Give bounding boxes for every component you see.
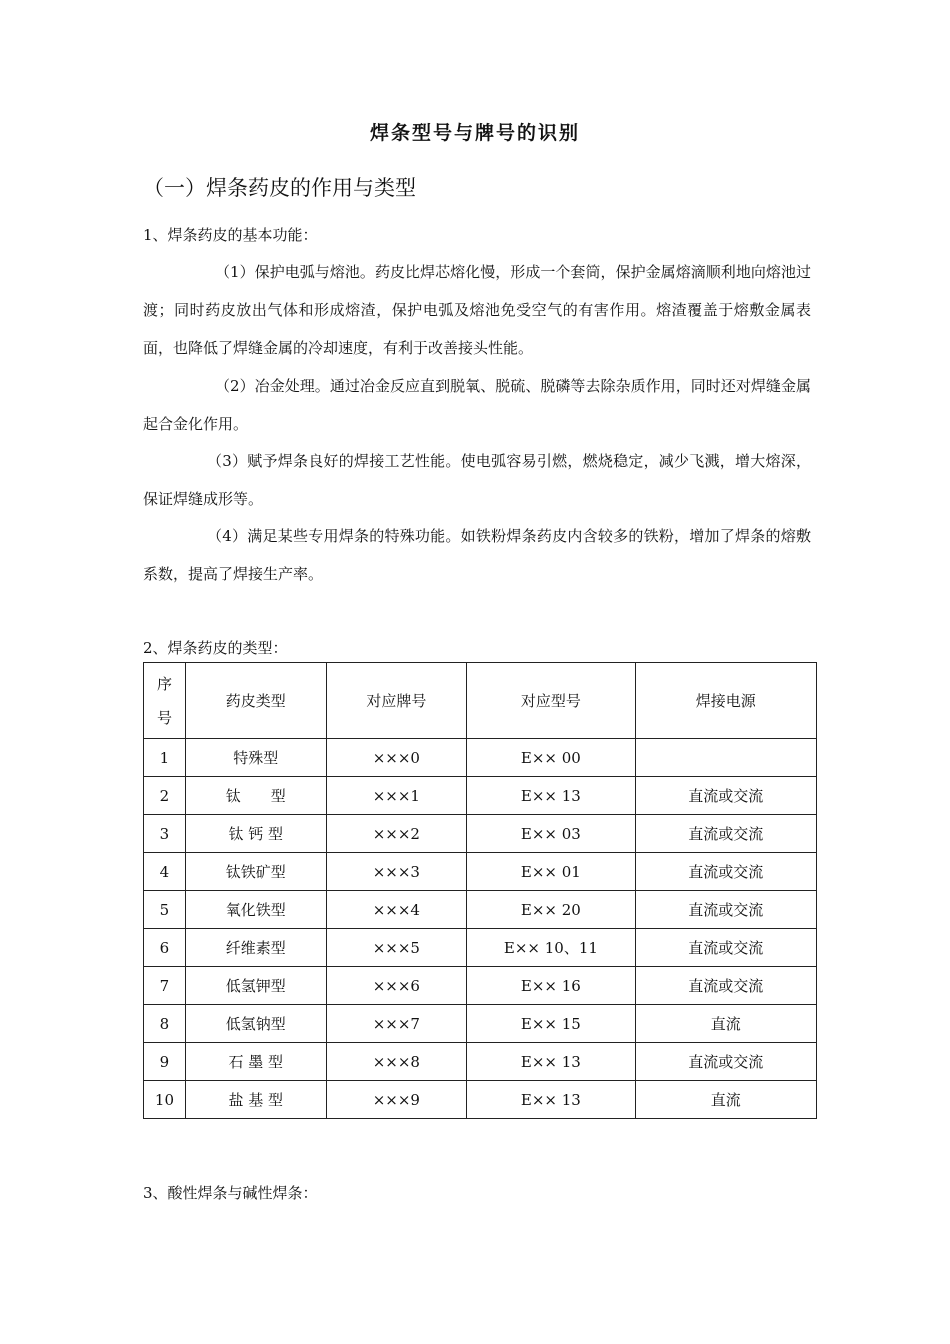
cell-power-source: 直流或交流 (635, 967, 816, 1005)
table-row (144, 815, 817, 853)
table-row (144, 1081, 817, 1119)
cell-model: E×× 01 (467, 853, 635, 891)
coating-types-table (143, 662, 817, 1119)
cell-index: 6 (144, 929, 186, 967)
cell-coating-type: 钛铁矿型 (185, 853, 326, 891)
cell-coating-type: 钛 型 (185, 777, 326, 815)
header-brand: 对应牌号 (326, 663, 467, 739)
cell-brand: ×××5 (326, 929, 467, 967)
table-row (144, 929, 817, 967)
cell-power-source: 直流 (635, 1081, 816, 1119)
cell-index: 1 (144, 739, 186, 777)
cell-coating-type: 特殊型 (185, 739, 326, 777)
cell-model: E×× 16 (467, 967, 635, 1005)
cell-model: E×× 13 (467, 1081, 635, 1119)
cell-coating-type: 钛 钙 型 (185, 815, 326, 853)
table-row (144, 777, 817, 815)
cell-model: E×× 13 (467, 777, 635, 815)
cell-brand: ×××1 (326, 777, 467, 815)
subheading-basic-functions: 1、焊条药皮的基本功能： (143, 226, 318, 244)
cell-brand: ×××9 (326, 1081, 467, 1119)
cell-index: 5 (144, 891, 186, 929)
cell-power-source: 直流或交流 (635, 853, 816, 891)
cell-brand: ×××6 (326, 967, 467, 1005)
cell-power-source (635, 739, 816, 777)
header-coating-type: 药皮类型 (185, 663, 326, 739)
paragraph-1: （1）保护电弧与熔池。药皮比焊芯熔化慢，形成一个套筒，保护金属熔滴顺利地向熔池过渡；同时药皮放出气体和形成熔渣，保护电弧及熔池免受空气的有害作用。熔渣覆盖于熔敷金属表面，也降低了焊缝金属的冷却速度，有利于改善接头性能。 (143, 263, 811, 357)
cell-power-source: 直流或交流 (635, 891, 816, 929)
section-heading: （一）焊条药皮的作用与类型 (143, 176, 416, 200)
subheading-coating-types: 2、焊条药皮的类型： (143, 639, 288, 657)
table-row (144, 1043, 817, 1081)
cell-index: 2 (144, 777, 186, 815)
cell-model: E×× 03 (467, 815, 635, 853)
cell-model: E×× 10、11 (467, 929, 635, 967)
header-index (144, 663, 186, 739)
paragraph-4: （4）满足某些专用焊条的特殊功能。如铁粉焊条药皮内含较多的铁粉，增加了焊条的熔敷系数，提高了焊接生产率。 (143, 527, 811, 583)
cell-power-source: 直流或交流 (635, 929, 816, 967)
table-row (144, 739, 817, 777)
paragraph-3: （3）赋予焊条良好的焊接工艺性能。使电弧容易引燃，燃烧稳定，减少飞溅，增大熔深，保证焊缝成形等。 (143, 452, 811, 508)
header-index-line1: 序 (156, 674, 172, 693)
table-row (144, 967, 817, 1005)
table-row (144, 853, 817, 891)
cell-coating-type: 氧化铁型 (185, 891, 326, 929)
cell-coating-type: 纤维素型 (185, 929, 326, 967)
cell-brand: ×××0 (326, 739, 467, 777)
cell-model: E×× 00 (467, 739, 635, 777)
cell-model: E×× 20 (467, 891, 635, 929)
cell-power-source: 直流或交流 (635, 777, 816, 815)
cell-brand: ×××4 (326, 891, 467, 929)
cell-brand: ×××7 (326, 1005, 467, 1043)
cell-brand: ×××8 (326, 1043, 467, 1081)
cell-power-source: 直流或交流 (635, 1043, 816, 1081)
cell-index: 9 (144, 1043, 186, 1081)
cell-index: 8 (144, 1005, 186, 1043)
table-header-row (144, 663, 817, 739)
cell-coating-type: 低氢钠型 (185, 1005, 326, 1043)
subheading-acid-basic-electrodes: 3、酸性焊条与碱性焊条： (143, 1184, 318, 1202)
header-model: 对应型号 (467, 663, 635, 739)
paragraph-2: （2）冶金处理。通过冶金反应直到脱氧、脱硫、脱磷等去除杂质作用，同时还对焊缝金属起合金化作用。 (143, 377, 811, 433)
header-power-source: 焊接电源 (635, 663, 816, 739)
cell-index: 3 (144, 815, 186, 853)
table-row (144, 891, 817, 929)
cell-index: 4 (144, 853, 186, 891)
cell-power-source: 直流 (635, 1005, 816, 1043)
cell-coating-type: 盐 基 型 (185, 1081, 326, 1119)
document-title: 焊条型号与牌号的识别 (369, 122, 580, 144)
cell-index: 7 (144, 967, 186, 1005)
table-row (144, 1005, 817, 1043)
cell-coating-type: 石 墨 型 (185, 1043, 326, 1081)
cell-brand: ×××2 (326, 815, 467, 853)
cell-power-source: 直流或交流 (635, 815, 816, 853)
cell-coating-type: 低氢钾型 (185, 967, 326, 1005)
cell-model: E×× 15 (467, 1005, 635, 1043)
header-index-line2: 号 (156, 708, 172, 727)
cell-model: E×× 13 (467, 1043, 635, 1081)
cell-brand: ×××3 (326, 853, 467, 891)
cell-index: 10 (144, 1081, 186, 1119)
